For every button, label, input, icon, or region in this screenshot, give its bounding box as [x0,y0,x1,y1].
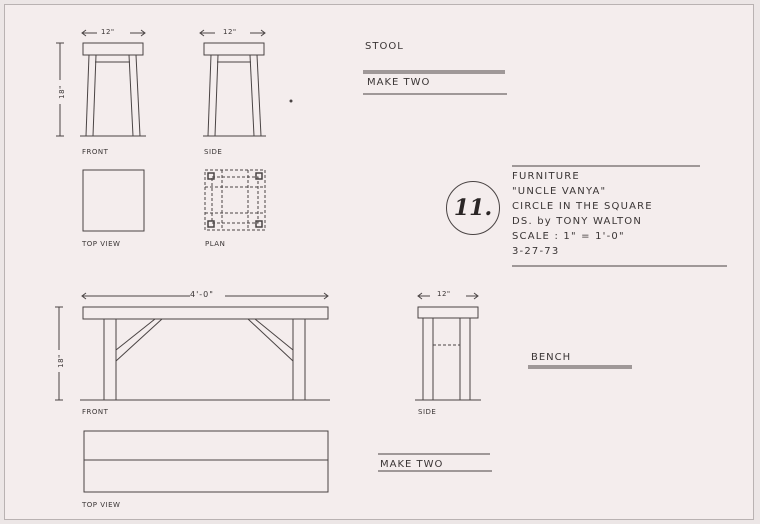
bench-side-label: SIDE [418,408,437,416]
stool-front-label: FRONT [82,148,109,156]
stool-make-note: MAKE TWO [367,77,431,88]
stool-front-width-dimension: 12" [101,28,115,36]
title-block-line: "UNCLE VANYA" [512,186,607,197]
title-block-line: SCALE : 1" = 1'-0" [512,231,625,242]
stool-side-view [200,30,266,136]
stool-height-dimension: 18" [57,85,66,99]
stool-side-label: SIDE [204,148,223,156]
bench-side-view [415,293,481,400]
stool-title: STOOL [365,41,404,52]
bench-front-label: FRONT [82,408,109,416]
stool-plan-legs [208,173,262,227]
bench-front-view [55,293,330,400]
sheet-number-badge: 11. [446,181,500,235]
stool-front-view [56,30,146,136]
bench-top-view-label: TOP VIEW [82,501,121,509]
title-block-line: DS. by TONY WALTON [512,216,643,227]
bench-title: BENCH [531,352,572,363]
stool-plan-label: PLAN [205,240,226,248]
title-block-line: 3-27-73 [512,246,560,257]
title-block-line: FURNITURE [512,171,580,182]
title-block-line: CIRCLE IN THE SQUARE [512,201,653,212]
bench-top-view [84,431,328,492]
bench-height-dimension: 18" [56,354,65,368]
bench-side-width-dimension: 12" [437,290,451,298]
stool-top-view [83,170,144,231]
bench-make-note: MAKE TWO [380,459,444,470]
stool-side-width-dimension: 12" [223,28,237,36]
title-block [512,169,653,259]
stool-top-view-label: TOP VIEW [82,240,121,248]
ink-dot [290,100,293,103]
bench-length-dimension: 4'-0" [190,290,214,299]
